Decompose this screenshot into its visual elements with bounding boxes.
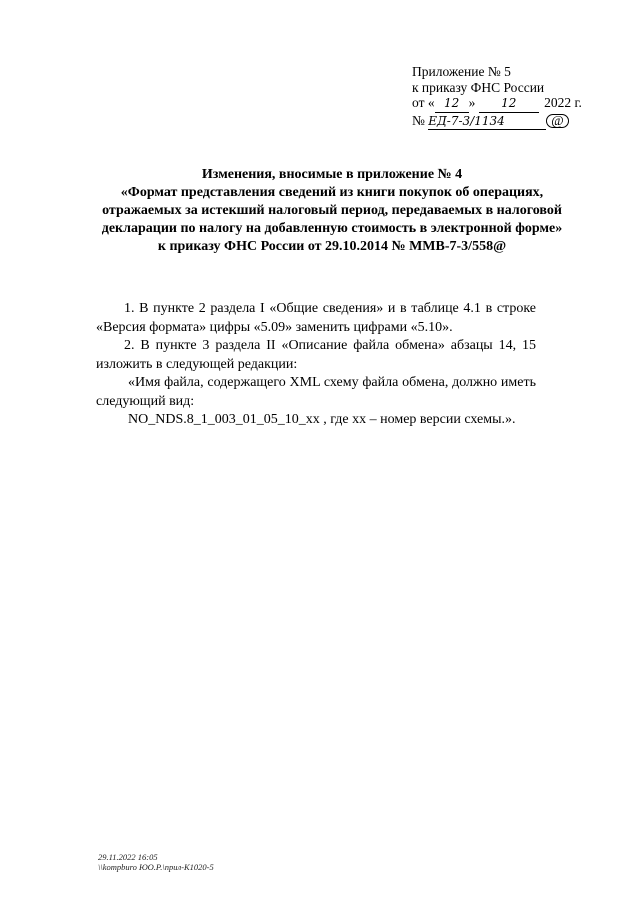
document-body	[96, 300, 536, 430]
paragraph-2	[96, 337, 536, 374]
date-mid: »	[468, 95, 476, 110]
number-handwritten: ЕД-7-3/1134	[428, 114, 546, 131]
annex-stamp	[412, 64, 582, 130]
date-year: 2022 г.	[544, 95, 582, 110]
paragraph-1-text: 1. В пункте 2 раздела I «Общие сведения» и в таблице 4.1 в строке «Версия формата» цифры «5.09» заменить цифрами «5.10».	[96, 301, 536, 335]
date-prefix: от «	[412, 95, 435, 110]
annex-date	[412, 95, 582, 113]
date-day-handwritten: 12	[435, 96, 469, 113]
title-line-4: декларации по налогу на добавленную стоимость в электронной форме»	[101, 221, 563, 236]
number-prefix: №	[412, 112, 425, 128]
paragraph-4: NO_NDS.8_1_003_01_05_10_xx , где хх – номер версии схемы.».	[128, 412, 516, 427]
annex-order-ref: к приказу ФНС России	[412, 79, 545, 95]
title-line-2: «Формат представления сведений из книги покупок об операциях,	[120, 185, 544, 200]
document-title	[82, 166, 582, 256]
paragraph-2-text: 2. В пункте 3 раздела II «Описание файла обмена» абзацы 14, 15 изложить в следующей редакции:	[96, 338, 536, 372]
annex-number	[412, 113, 582, 131]
title-line-5: к приказу ФНС России от 29.10.2014 № ММВ-7-3/558@	[157, 239, 507, 254]
title-line-1: Изменения, вносимые в приложение № 4	[201, 167, 463, 182]
footer-timestamp: 29.11.2022 16:05	[98, 852, 158, 862]
footer-path: \\kompburo ЮО.Р.\прил-К1020-5	[98, 862, 214, 872]
paragraph-1	[96, 300, 536, 337]
annex-title: Приложение № 5	[412, 64, 511, 79]
title-line-3: отражаемых за истекший налоговый период, передаваемых в налоговой	[102, 203, 562, 218]
file-footer	[98, 852, 214, 872]
paragraph-3: «Имя файла, содержащего XML схему файла обмена, должно иметь следующий вид:	[96, 375, 536, 409]
number-suffix: @	[546, 114, 568, 128]
date-month-handwritten: 12	[479, 96, 539, 113]
